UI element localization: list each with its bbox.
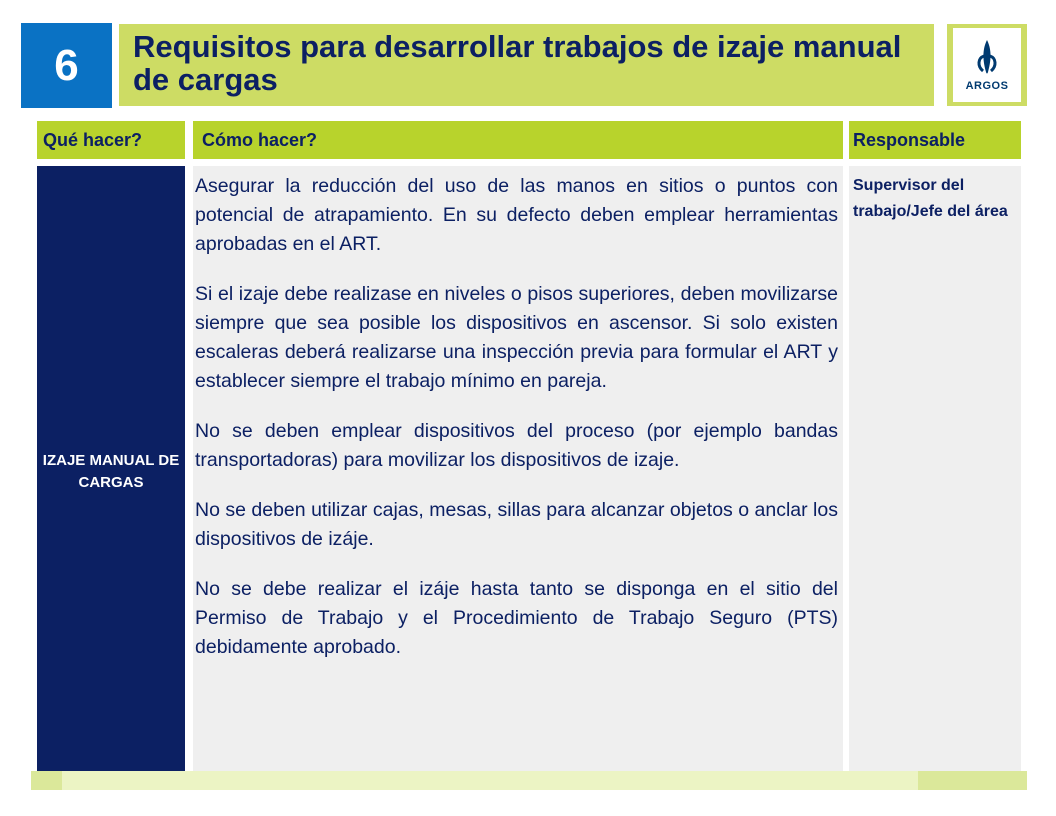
- footer-right-block: [918, 771, 1027, 790]
- slide-number: 6: [54, 40, 79, 90]
- como-hacer-cell: [193, 166, 843, 778]
- header-responsable: Responsable: [849, 121, 1021, 159]
- argos-leaf-icon: [972, 38, 1002, 78]
- como-paragraph: No se deben emplear dispositivos del proceso (por ejemplo bandas transportadoras) para movilizar los dispositivos de izaje.: [195, 420, 838, 471]
- responsable-cell: [849, 166, 1021, 778]
- slide-number-badge: [21, 23, 112, 108]
- como-paragraph: No se deben utilizar cajas, mesas, sillas para alcanzar objetos o anclar los dispositivos de izáje.: [195, 499, 838, 550]
- argos-logo: [953, 28, 1021, 102]
- header-como-hacer: Cómo hacer?: [193, 121, 843, 159]
- como-paragraph: Si el izaje debe realizase en niveles o pisos superiores, deben movilizarse siempre que sea posible los dispositivos en ascensor. Si solo existen escaleras deberá realizarse una inspección previa para formular el ART y establecer siempre el trabajo mínimo en pareja.: [195, 283, 838, 392]
- footer-left-block: [31, 771, 62, 790]
- que-hacer-cell: [37, 166, 185, 778]
- header-que-hacer: Qué hacer?: [37, 121, 185, 159]
- title-banner: [119, 24, 934, 106]
- como-paragraph: Asegurar la reducción del uso de las manos en sitios o puntos con potencial de atrapamiento. En su defecto deben emplear herramientas aprobadas en el ART.: [195, 175, 838, 255]
- footer-bar: [62, 771, 918, 790]
- logo-text: ARGOS: [965, 80, 1009, 92]
- responsable-text: Supervisor del trabajo/Jefe del área: [853, 177, 1008, 220]
- logo-container: [947, 24, 1027, 106]
- que-hacer-text: IZAJE MANUAL DE CARGAS: [42, 452, 180, 491]
- como-paragraph: No se debe realizar el izáje hasta tanto se disponga en el sitio del Permiso de Trabajo y el Procedimiento de Trabajo Seguro (PTS) debidamente aprobado.: [195, 578, 838, 658]
- slide-title: Requisitos para desarrollar trabajos de izaje manual de cargas: [133, 29, 902, 97]
